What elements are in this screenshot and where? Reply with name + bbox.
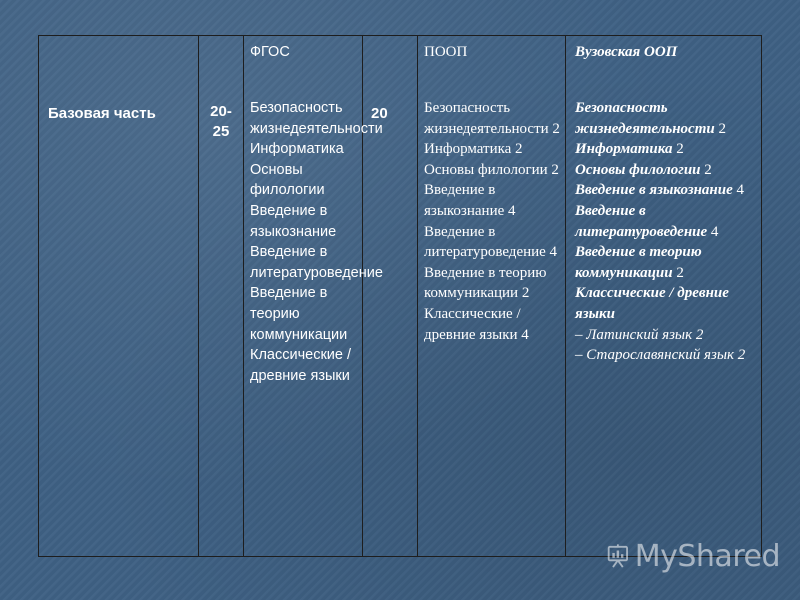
vuz-item-credits: 4 — [710, 223, 719, 240]
vuz-column — [566, 36, 762, 557]
fgos-item: Введение в теорию коммуникации — [250, 285, 348, 343]
poop-item: Введение в языкознание 4 — [424, 182, 516, 219]
poop-item: Основы филологии 2 — [424, 161, 559, 178]
fgos-item: Безопасность жизнедеятельности — [250, 100, 383, 137]
credits-total-value: 20- 25 — [210, 103, 232, 140]
vuz-sub-item: – Старославянский язык 2 — [575, 347, 746, 364]
poop-column — [418, 36, 566, 557]
vuz-item-title: Основы филологии — [575, 161, 701, 178]
base-part-cell — [39, 36, 199, 557]
watermark — [605, 533, 780, 579]
poop-item: Безопасность жизнедеятельности 2 — [424, 100, 560, 137]
presentation-board-icon — [605, 535, 631, 577]
vuz-item — [575, 201, 758, 242]
poop-header: ПООП — [424, 44, 468, 60]
poop-item: Введение в теорию коммуникации 2 — [424, 264, 547, 302]
vuz-sub-item: – Латинский язык 2 — [575, 326, 704, 343]
watermark-text: MyShared — [634, 538, 780, 574]
credits-poop-value: 20 — [371, 105, 388, 122]
vuz-item — [575, 283, 758, 324]
vuz-item — [575, 139, 758, 160]
vuz-item-title: Введение в литературоведение — [575, 202, 708, 240]
vuz-item — [575, 242, 758, 283]
vuz-item-credits: 2 — [676, 264, 684, 281]
vuz-item-title: Введение в языкознание — [575, 182, 733, 199]
fgos-header: ФГОС — [250, 44, 290, 60]
credits-poop-cell — [363, 36, 418, 557]
vuz-item — [575, 98, 758, 139]
poop-item: Классические / древние языки 4 — [424, 305, 529, 343]
fgos-item: Введение в литературоведение — [250, 244, 383, 281]
vuz-item-credits: 2 — [704, 161, 712, 178]
vuz-item-credits: 2 — [718, 120, 726, 137]
poop-item: Информатика 2 — [424, 141, 523, 158]
vuz-item — [575, 180, 758, 201]
credits-total-cell — [199, 36, 244, 557]
fgos-item: Информатика — [250, 141, 344, 158]
vuz-item-credits: 2 — [676, 141, 684, 158]
poop-item: Введение в литературоведение 4 — [424, 223, 558, 261]
base-part-label: Базовая часть — [48, 105, 156, 122]
table-row — [39, 36, 762, 557]
vuz-item-title: Безопасность жизнедеятельности — [575, 100, 715, 137]
curriculum-table — [38, 35, 762, 557]
vuz-item-title: Введение в теорию коммуникации — [575, 244, 702, 281]
fgos-item: Введение в языкознание — [250, 202, 337, 240]
vuz-item — [575, 160, 758, 181]
fgos-item: Основы филологии — [250, 161, 325, 199]
vuz-header: Вузовская ООП — [575, 44, 678, 60]
vuz-item-title: Классические / древние языки — [575, 285, 729, 322]
fgos-item: Классические / древние языки — [250, 347, 352, 384]
vuz-item-credits: 4 — [736, 182, 745, 199]
vuz-item-title: Информатика — [575, 141, 673, 158]
